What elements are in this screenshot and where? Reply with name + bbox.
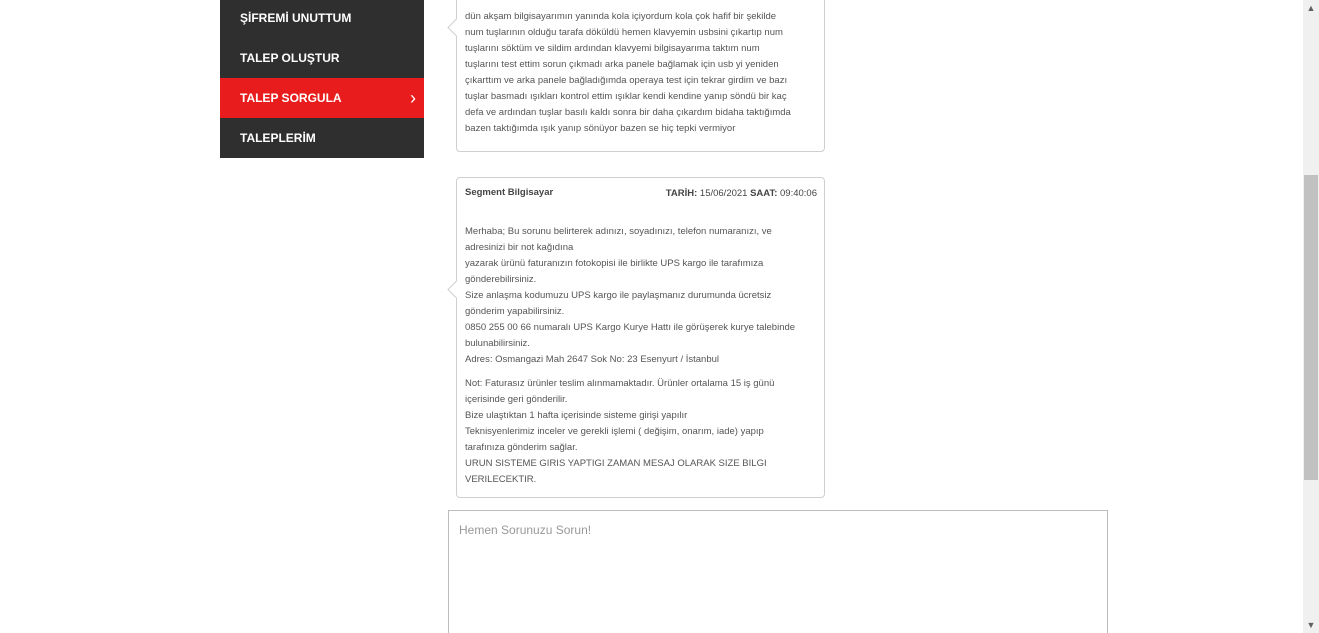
message-line: num tuşlarının olduğu tarafa döküldü hemen klavyemin usbsini çıkartıp num [465,27,783,38]
message-line: Size anlaşma kodumuzu UPS kargo ile paylaşmanız durumunda ücretsiz [465,290,772,301]
message-body [457,224,824,488]
message-line: tuşlarını test ettim sorun çıkmadı arka panele bağlamak için usb yi yeniden [465,59,779,70]
message-header [457,186,824,202]
message-line: yazarak ürünü faturanızın fotokopisi ile birlikte UPS kargo ile tarafımıza [465,258,764,269]
message-line: tuşlarını söktüm ve sildim ardından klavyemi bilgisayarıma taktım num [465,43,760,54]
sidebar-item-label: TALEP SORGULA [240,91,342,105]
sidebar-item-label: TALEP OLUŞTUR [240,51,340,65]
message-sender: Segment Bilgisayar [465,187,554,198]
message-line: bazen taktığımda ışık yanıp sönüyor bazen se hiç tepki vermiyor [465,123,736,134]
message-line: Adres: Osmangazi Mah 2647 Sok No: 23 Esenyurt / İstanbul [465,354,719,365]
message-line: çıkarttım ve arka panele bağladığımda operaya test için tekrar girdim ve bazı [465,75,788,86]
message-line: gönderebilirsiniz. [465,274,537,285]
message-line: dün akşam bilgisayarımın yanında kola içiyordum kola çok hafif bir şekilde [465,11,777,22]
sidebar-item-my-requests[interactable] [220,118,424,158]
message-line: tuşlar basmadı ışıkları kontrol ettim ışıklar kendi kendine yanıp söndü bir kaç [465,91,787,102]
sidebar-item-create-request[interactable] [220,38,424,78]
scroll-thumb[interactable] [1304,175,1318,480]
note-line: Teknisyenlerimiz inceler ve gerekli işlemi ( değişim, onarım, iade) yapıp [465,426,764,437]
sidebar-menu [220,0,424,158]
message-line: bulunabilirsiniz. [465,338,530,349]
date-value: 15/06/2021 [699,188,748,199]
time-value: 09:40:06 [780,188,817,199]
note-line: Bize ulaştıktan 1 hafta içerisinde sisteme girişi yapılır [465,410,688,421]
note-line: tarafınıza gönderim sağlar. [465,442,578,453]
sidebar-item-query-request[interactable] [220,78,424,118]
note-line: içerisinde geri gönderilir. [465,394,568,405]
message-card-customer [456,0,825,152]
message-timestamp [666,188,817,199]
message-line: Merhaba; Bu sorunu belirterek adınızı, soyadınızı, telefon numaranızı, ve [465,226,772,237]
sidebar-item-label: ŞİFREMİ UNUTTUM [240,11,352,25]
note-line: URUN SISTEME GIRIS YAPTIGI ZAMAN MESAJ OLARAK SIZE BILGI VERILECEKTIR. [465,458,767,485]
date-label: TARİH: [665,188,698,199]
message-line: 0850 255 00 66 numaralı UPS Kargo Kurye Hattı ile görüşerek kurye talebinde [465,322,796,333]
sidebar-item-label: TALEPLERİM [240,131,316,145]
arrow-down-icon[interactable]: ▼ [1306,620,1316,630]
arrow-up-icon[interactable]: ▲ [1306,3,1316,13]
sidebar-item-forgot-password[interactable] [220,0,424,38]
message-line: defa ve ardından tuşlar basılı kaldı sonra bir daha çıkardım bidaha taktığımda [465,107,791,118]
page-scrollbar[interactable] [1303,0,1319,633]
time-label: SAAT: [750,188,778,199]
message-line: gönderim yapabilirsiniz. [465,306,565,317]
note-line: Not: Faturasız ürünler teslim alınmamaktadır. Ürünler ortalama 15 iş günü [465,378,775,389]
chevron-right-icon: › [410,88,416,108]
question-input[interactable] [448,510,1108,633]
message-body [457,0,824,137]
message-line: adresinizi bir not kağıdına [465,242,574,253]
message-card-support [456,177,825,498]
